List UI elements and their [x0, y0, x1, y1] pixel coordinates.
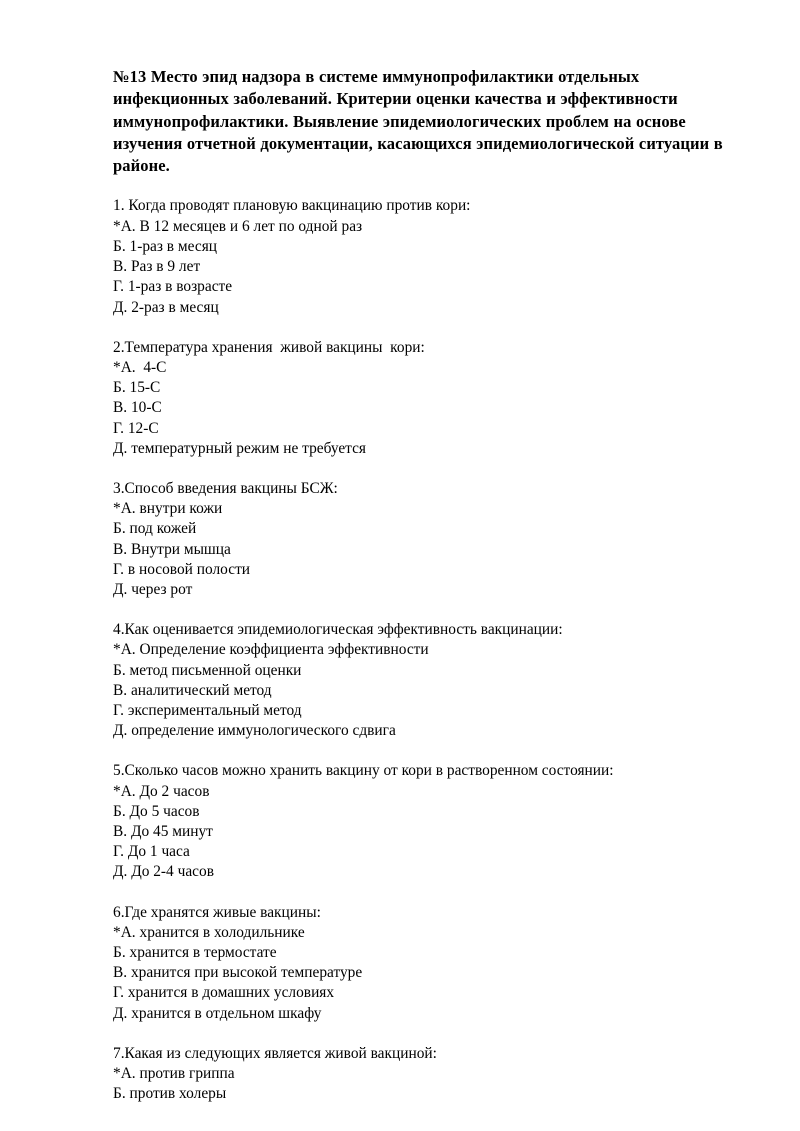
document-body	[113, 66, 738, 1104]
answer-option: Д. 2-раз в месяц	[113, 298, 219, 316]
answer-option: *А. хранится в холодильнике	[113, 923, 305, 941]
question-prompt: 4.Как оценивается эпидемиологическая эффективность вакцинации:	[113, 621, 563, 639]
answer-option: *А. В 12 месяцев и 6 лет по одной раз	[113, 217, 363, 235]
question-prompt: 7.Какая из следующих является живой вакциной:	[113, 1044, 437, 1062]
answer-option: *А. против гриппа	[113, 1065, 235, 1082]
answer-option: Г. хранится в домашних условиях	[113, 984, 335, 1002]
question-prompt: 1. Когда проводят плановую вакцинацию против кори:	[113, 197, 471, 215]
question-block	[113, 620, 738, 741]
question-prompt: 3.Способ введения вакцины БСЖ:	[113, 479, 338, 497]
question-block	[113, 338, 738, 459]
answer-option: В. хранится при высокой температуре	[113, 964, 363, 982]
answer-option: В. До 45 минут	[113, 822, 213, 840]
document-title: №13 Место эпид надзора в системе иммунопрофилактики отдельных инфекционных заболеваний. Критерии оценки качества и эффективности иммунопрофилактики. Выявление эпидемиологических проблем на основе изучения отчетной документации, касающихся эпидемиологической ситуации в районе.	[113, 67, 723, 176]
answer-option: В. Внутри мышца	[113, 540, 231, 558]
answer-option: *А. Определение коэффициента эффективности	[113, 641, 429, 659]
answer-option: Д. через рот	[113, 580, 193, 598]
answer-option: *А. внутри кожи	[113, 500, 223, 518]
answer-option: *А. До 2 часов	[113, 782, 210, 800]
answer-option: Б. 15-С	[113, 379, 161, 397]
question-prompt: 6.Где хранятся живые вакцины:	[113, 903, 321, 921]
answer-option: Г. 1-раз в возрасте	[113, 278, 233, 296]
answer-option: Д. температурный режим не требуется	[113, 439, 366, 457]
answer-option: Б. против холеры	[113, 1085, 227, 1103]
answer-option: Б. под кожей	[113, 520, 197, 538]
question-prompt: 2.Температура хранения живой вакцины кори:	[113, 338, 425, 356]
answer-option: Г. До 1 часа	[113, 843, 190, 861]
answer-option: Г. экспериментальный метод	[113, 701, 302, 719]
answer-option: Д. хранится в отдельном шкафу	[113, 1004, 322, 1022]
question-block	[113, 479, 738, 600]
question-prompt: 5.Сколько часов можно хранить вакцину от кори в растворенном состоянии:	[113, 762, 614, 780]
answer-option: В. аналитический метод	[113, 681, 272, 699]
answer-option: *А. 4-С	[113, 358, 167, 376]
answer-option: Б. 1-раз в месяц	[113, 237, 218, 255]
question-block	[113, 196, 738, 317]
answer-option: В. Раз в 9 лет	[113, 258, 201, 276]
answer-option: Д. До 2-4 часов	[113, 863, 214, 881]
answer-option: Б. хранится в термостате	[113, 943, 277, 961]
question-list	[113, 196, 738, 1104]
answer-option: Д. определение иммунологического сдвига	[113, 722, 396, 740]
answer-option: Б. метод письменной оценки	[113, 661, 302, 679]
answer-option: Г. 12-С	[113, 419, 159, 437]
question-block	[113, 1044, 738, 1105]
answer-option: Б. До 5 часов	[113, 802, 200, 820]
question-block	[113, 903, 738, 1024]
answer-option: В. 10-С	[113, 399, 162, 417]
answer-option: Г. в носовой полости	[113, 560, 251, 578]
question-block	[113, 761, 738, 882]
